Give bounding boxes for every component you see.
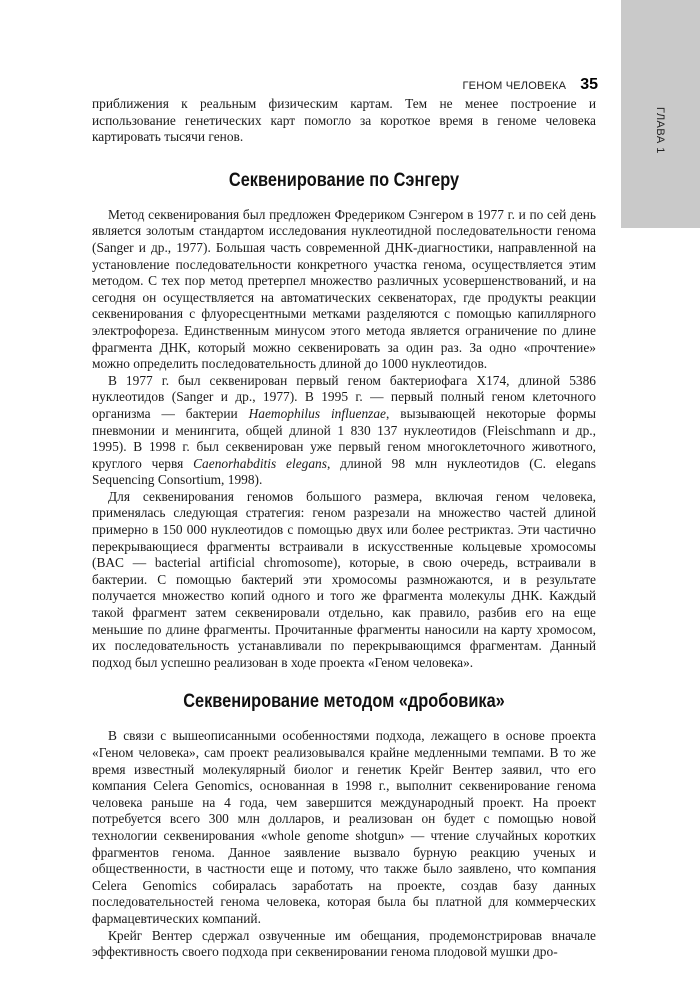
italic-species-name: Caenorhabditis elegans [193,455,327,471]
paragraph-sanger-method: Метод секвенирования был предложен Фредериком Сэнгером в 1977 г. и по сей день является золотым стандартом исследования нуклеотидной последовательности генома (Sanger и др., 1977). Большая часть современной ДНК-диагностики, направленной на установление последовательности конкретного участка генома, осуществляется этим методом. С тех пор метод претерпел множество различных усовершенствований, и на сегодня он осуществляется на автоматических секвенаторах, где продукты реакции секвенирования с флуоресцентными метками разделяются с помощью капиллярного электрофореза. Единственным минусом этого метода является ограничение по длине фрагмента ДНК, который можно секвенировать за один раз. За одно «прочтение» можно определить последовательность длиной до 1000 нуклеотидов. [92,206,596,372]
page-number: 35 [580,76,598,93]
running-header [420,76,598,94]
section-heading-shotgun: Секвенирование методом «дробовика» [183,691,505,713]
section-heading-wrap [92,170,596,192]
section-heading-sanger: Секвенирование по Сэнгеру [228,169,460,191]
paragraph-venter-results: Крейг Вентер сдержал озвученные им обещания, продемонстрировав вначале эффективность своего подхода при секвенировании генома плодовой мушки дро- [92,927,596,960]
italic-species-name: Haemophilus influenzae [248,405,386,421]
chapter-tab-label: ГЛАВА 1 [654,106,666,154]
paragraph-venter-claim: В связи с вышеописанными особенностями подхода, лежащего в основе проекта «Геном человека», сам проект реализовывался крайне медленными темпами. В то же время известный молекулярный биолог и генетик Крейг Вентер заявил, что его компания Celera Genomics, основанная в 1998 г., выполнит секвенирование генома человека раньше на 4 года, чем завершится международный проект. На проект потребуется всего 300 млн долларов, и реализован он будет с помощью новой технологии секвенирования «whole genome shotgun» — чтение случайных коротких фрагментов генома. Данное заявление вызвало бурную реакцию ученых и общественности, в частности еще и потому, что также было заявлено, что компания Celera Genomics собиралась заработать на проекте, создав базу данных последовательностей генома человека, которая была бы платной для коммерческих фармацевтических компаний. [92,728,596,926]
page-body [92,96,596,961]
intro-paragraph: приближения к реальным физическим картам. Тем не менее построение и использование генетических карт помогло за короткое время в геноме человека картировать тысячи генов. [92,96,596,145]
text-segment: , длиной 98 млн нуклеотидов (C. elegans Sequencing Consortium, 1998). [92,455,596,488]
section-heading-wrap [92,691,596,713]
paragraph-bac-strategy: Для секвенирования геномов большого размера, включая геном человека, применялась следующая стратегия: геном разрезали на множество частей длиной примерно в 150 000 нуклеотидов с помощью двух или более рестриктаз. Эти частично перекрывающиеся фрагменты встраивали в искусственные кольцевые хромосомы (BAC — bacterial artificial chromosome), которые, в свою очередь, встраивали в бактерии. С помощью бактерий эти хромосомы размножаются, и в результате получается множество копий одного и того же фрагмента молекулы ДНК. Каждый такой фрагмент затем секвенировали отдельно, как правило, разбив его на еще меньшие по длине фрагменты. Прочитанные фрагменты наносили на карту хромосом, их последовательность устанавливали по перекрывающимся фрагментам. Данный подход был успешно реализован в ходе проекта «Геном человека». [92,488,596,670]
text-segment: , вызывающей некоторые формы пневмонии и менингита, общей длиной 1 830 137 нуклеотидов (Fleischmann и др., 1995). В 1998 г. был секвенирован уже первый геном многоклеточного животного, круглого червя [92,405,596,471]
running-title: ГЕНОМ ЧЕЛОВЕКА [462,80,567,92]
text-segment: В 1977 г. был секвенирован первый геном бактериофага X174, длиной 5386 нуклеотидов (Sanger и др., 1977). В 1995 г. — первый полный геном клеточного организма — бактерии [92,372,596,421]
paragraph-first-genomes [92,373,596,489]
